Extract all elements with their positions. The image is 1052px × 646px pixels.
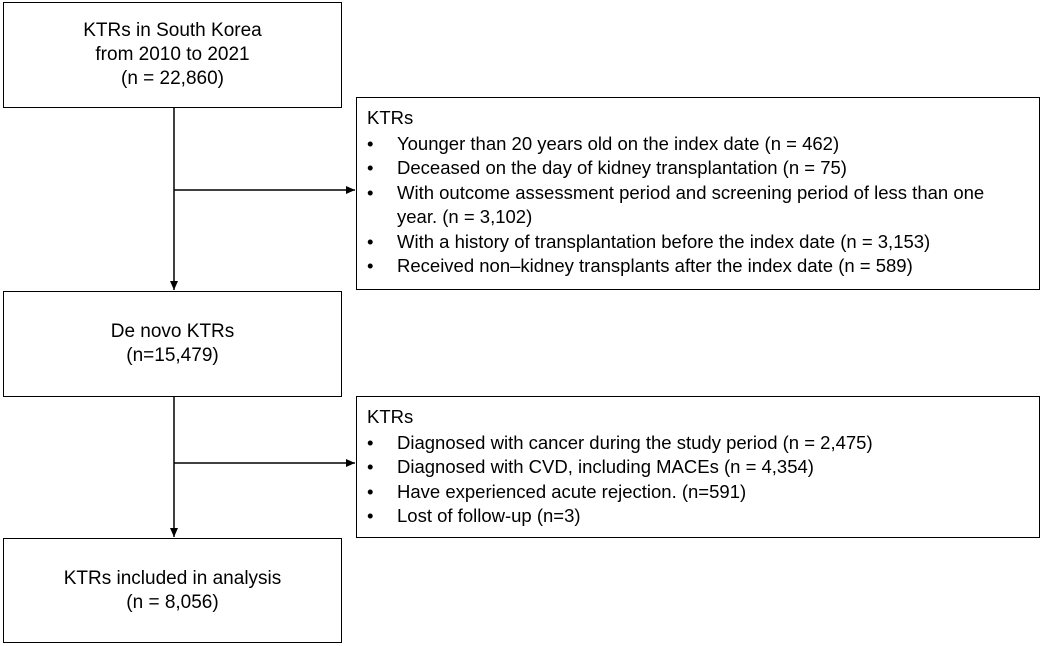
exclusion-2-item: • Diagnosed with cancer during the study period (n = 2,475) (367, 431, 1029, 456)
exclusion-1-item: • Deceased on the day of kidney transplantation (n = 75) (367, 156, 1029, 181)
denovo-line-1: De novo KTRs (110, 321, 235, 342)
exclusion-box-2 (356, 396, 1040, 538)
exclusion-2-item: • Diagnosed with CVD, including MACEs (n = 4,354) (367, 455, 1029, 480)
final-line-1: KTRs included in analysis (63, 567, 282, 589)
source-line-2: from 2010 to 2021 (95, 44, 250, 65)
exclusion-2-title: KTRs (367, 406, 414, 427)
exclusion-1-item: • Received non–kidney transplants after the index date (n = 589) (367, 254, 1029, 279)
exclusion-1-item: • Younger than 20 years old on the index date (n = 462) (367, 132, 1029, 157)
exclusion-1-item: • With outcome assessment period and screening period of less than one year. (n = 3,102) (367, 181, 1029, 230)
source-line-1: KTRs in South Korea (83, 20, 262, 41)
final-line-2: (n = 8,056) (126, 591, 219, 613)
denovo-box (3, 291, 342, 397)
exclusion-1-item: • With a history of transplantation before the index date (n = 3,153) (367, 230, 1029, 255)
exclusion-1-title: KTRs (367, 107, 414, 128)
exclusion-box-1 (356, 97, 1040, 290)
source-population-box (3, 2, 342, 108)
exclusion-2-item: • Have experienced acute rejection. (n=591) (367, 480, 1029, 505)
exclusion-2-item: • Lost of follow-up (n=3) (367, 504, 1029, 529)
denovo-line-2: (n=15,479) (126, 345, 219, 366)
final-analysis-box (3, 538, 342, 643)
source-line-3: (n = 22,860) (121, 68, 224, 89)
